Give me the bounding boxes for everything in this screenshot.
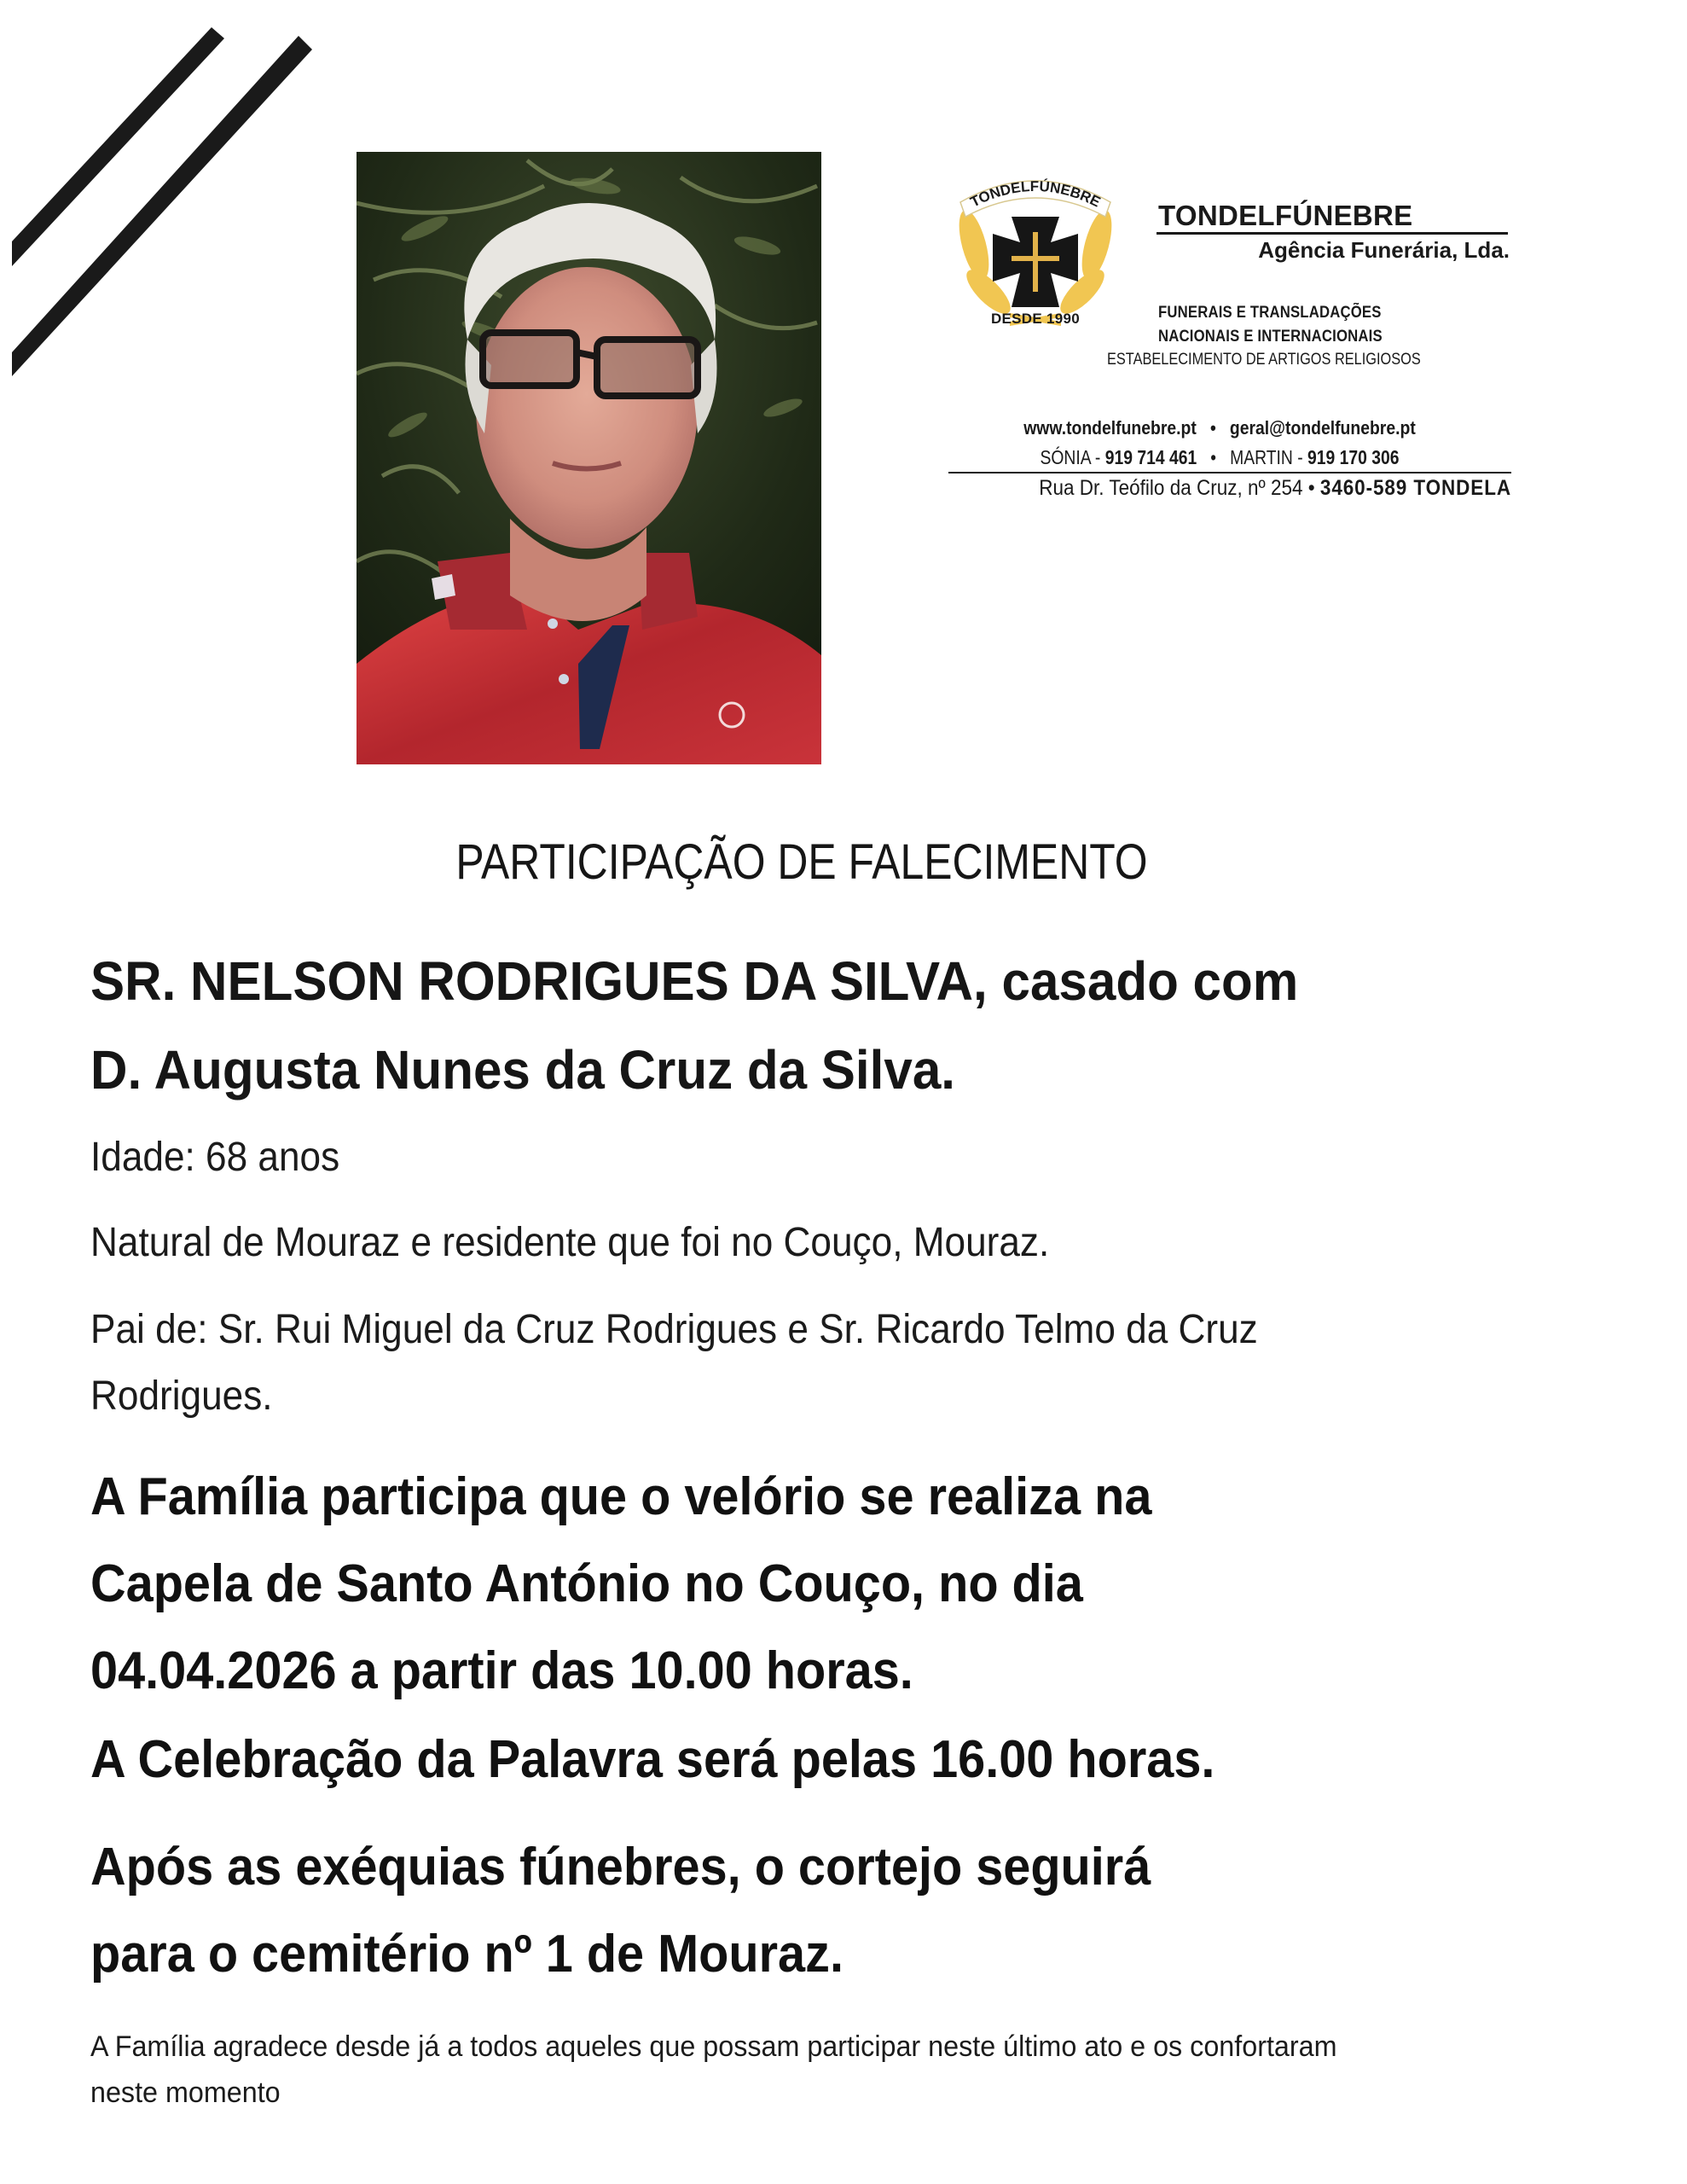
agency-since-label: DESDE 1990: [990, 311, 1081, 327]
contact-1-name: SÓNIA: [1040, 446, 1091, 468]
deceased-line-1: SR. NELSON RODRIGUES DA SILVA, casado com: [90, 950, 1299, 1012]
agency-shop-line: ESTABELECIMENTO DE ARTIGOS RELIGIOSOS: [1107, 351, 1421, 369]
agency-address: [1005, 476, 1511, 501]
agency-name-divider: [1157, 232, 1508, 235]
origin-text: Natural de Mouraz e residente que foi no Couço, Mouraz.: [90, 1220, 1050, 1265]
burial-line-1: Após as exéquias fúnebres, o cortejo seguirá: [90, 1838, 1151, 1896]
wake-announcement: [90, 1454, 1591, 1715]
agency-email-link[interactable]: geral@tondelfunebre.pt: [1229, 417, 1416, 439]
notice-title: PARTICIPAÇÃO DE FALECIMENTO: [455, 834, 1148, 890]
age-text: Idade: 68 anos: [90, 1135, 340, 1180]
address-postcode-city: 3460-589 TONDELA: [1319, 476, 1511, 500]
agency-subtitle: Agência Funerária, Lda.: [1258, 237, 1510, 263]
agency-address-divider: [948, 472, 1511, 473]
wake-line-2: Capela de Santo António no Couço, no dia: [90, 1554, 1083, 1613]
address-street: Rua Dr. Teófilo da Cruz, nº 254: [1039, 476, 1303, 500]
deceased-children: [90, 1297, 1591, 1430]
deceased-age: [90, 1124, 1591, 1191]
funeral-agency-header: [938, 154, 1535, 512]
deceased-name-block: [90, 937, 1591, 1114]
agency-logo-icon: [950, 164, 1121, 334]
deceased-origin: [90, 1210, 1591, 1276]
celebration-announcement: [90, 1716, 1591, 1804]
thanks-line-1: A Família agradece desde já a todos aqueles que possam participar neste último ato e os confortaram: [90, 2030, 1337, 2063]
portrait-photo: [357, 152, 821, 764]
family-thanks: [90, 2024, 1609, 2116]
children-line-2: Rodrigues.: [90, 1374, 273, 1419]
agency-service-line-2: NACIONAIS E INTERNACIONAIS: [1158, 328, 1383, 346]
wake-line-3: 04.04.2026 a partir das 10.00 horas.: [90, 1641, 913, 1700]
agency-website-link[interactable]: www.tondelfunebre.pt: [1023, 417, 1197, 439]
separator-dot: •: [1307, 476, 1315, 500]
deceased-line-2: D. Augusta Nunes da Cruz da Silva.: [90, 1039, 955, 1101]
agency-contacts-phone: SÓNIA - 919 714 461 • MARTIN - 919 170 306: [1040, 446, 1400, 468]
svg-text:TONDELFÚNEBRE: TONDELFÚNEBRE: [967, 177, 1104, 211]
agency-name: TONDELFÚNEBRE: [1158, 200, 1413, 231]
agency-service-line-1: FUNERAIS E TRANSLADAÇÕES: [1158, 304, 1382, 322]
separator-dot: •: [1209, 417, 1216, 439]
burial-line-2: para o cemitério nº 1 de Mouraz.: [90, 1925, 844, 1984]
celebration-text: A Celebração da Palavra será pelas 16.00 horas.: [90, 1730, 1215, 1789]
contact-2-name: MARTIN: [1230, 446, 1293, 468]
thanks-line-2: neste momento: [90, 2077, 281, 2109]
mourning-stripes-icon: [0, 0, 358, 392]
burial-announcement: [90, 1824, 1591, 1998]
children-line-1: Pai de: Sr. Rui Miguel da Cruz Rodrigues e Sr. Ricardo Telmo da Cruz: [90, 1307, 1258, 1352]
agency-contacts-web: [1002, 417, 1437, 439]
contact-1-phone[interactable]: 919 714 461: [1104, 446, 1197, 468]
wake-line-1: A Família participa que o velório se realiza na: [90, 1467, 1152, 1526]
contact-2-phone[interactable]: 919 170 306: [1307, 446, 1400, 468]
separator-dot: •: [1210, 446, 1217, 468]
